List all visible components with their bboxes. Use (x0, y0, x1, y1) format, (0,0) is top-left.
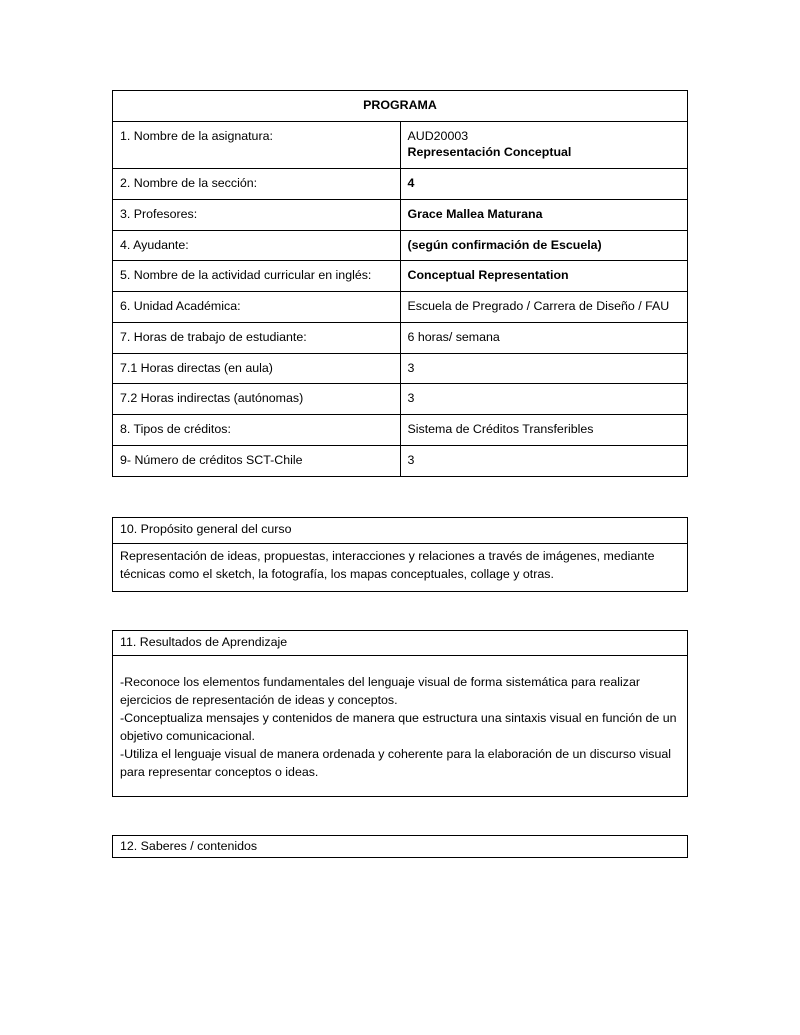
program-title: PROGRAMA (113, 91, 688, 122)
field-label: 6. Unidad Académica: (113, 292, 401, 323)
table-row (113, 322, 688, 353)
table-row (113, 445, 688, 476)
program-info-table (112, 90, 688, 477)
field-value: Grace Mallea Maturana (400, 199, 688, 230)
section-paragraph: -Utiliza el lenguaje visual de manera ordenada y coherente para la elaboración de un discurso visual para representar conceptos o ideas. (120, 747, 672, 780)
table-row (113, 353, 688, 384)
field-value-line1: AUD20003 (407, 128, 469, 143)
field-value: 3 (400, 384, 688, 415)
table-row (113, 415, 688, 446)
field-value: 3 (400, 353, 688, 384)
field-label: 7.2 Horas indirectas (autónomas) (113, 384, 401, 415)
table-row (113, 230, 688, 261)
table-row (113, 169, 688, 200)
field-value-line2: Representación Conceptual (407, 145, 572, 160)
table-row (113, 121, 688, 168)
field-label: 1. Nombre de la asignatura: (113, 121, 401, 168)
section-paragraph: Representación de ideas, propuestas, interacciones y relaciones a través de imágenes, mediante técnicas como el sketch, la fotografía, los mapas conceptuales, collage y otras. (120, 548, 655, 581)
table-row (113, 199, 688, 230)
field-value: 3 (400, 445, 688, 476)
section-paragraph: -Reconoce los elementos fundamentales del lenguaje visual de forma sistemática para realizar ejercicios de representación de ideas y conceptos. (120, 675, 640, 708)
spacer (112, 477, 688, 517)
field-label: 8. Tipos de créditos: (113, 415, 401, 446)
field-label: 3. Profesores: (113, 199, 401, 230)
field-value (400, 121, 688, 168)
field-value: Conceptual Representation (400, 261, 688, 292)
section-contents-heading: 12. Saberes / contenidos (112, 835, 688, 858)
table-row (113, 261, 688, 292)
field-value: 4 (400, 169, 688, 200)
field-label: 2. Nombre de la sección: (113, 169, 401, 200)
field-label: 4. Ayudante: (113, 230, 401, 261)
document-body (112, 90, 688, 858)
field-value: (según confirmación de Escuela) (400, 230, 688, 261)
field-label: 9- Número de créditos SCT-Chile (113, 445, 401, 476)
table-row (113, 91, 688, 122)
table-row (113, 384, 688, 415)
section-purpose (112, 517, 688, 592)
field-value: 6 horas/ semana (400, 322, 688, 353)
section-heading: 10. Propósito general del curso (113, 518, 687, 544)
field-label: 7. Horas de trabajo de estudiante: (113, 322, 401, 353)
section-paragraph: -Conceptualiza mensajes y contenidos de manera que estructura una sintaxis visual en función de un objetivo comunicacional. (120, 711, 677, 744)
table-row (113, 292, 688, 323)
spacer (112, 592, 688, 630)
field-value: Escuela de Pregrado / Carrera de Diseño / FAU (400, 292, 688, 323)
field-label: 5. Nombre de la actividad curricular en inglés: (113, 261, 401, 292)
field-label: 7.1 Horas directas (en aula) (113, 353, 401, 384)
field-value: Sistema de Créditos Transferibles (400, 415, 688, 446)
section-heading: 11. Resultados de Aprendizaje (113, 631, 687, 657)
section-learning-outcomes (112, 630, 688, 798)
section-body (113, 544, 687, 591)
section-body (113, 656, 687, 796)
spacer (112, 797, 688, 835)
